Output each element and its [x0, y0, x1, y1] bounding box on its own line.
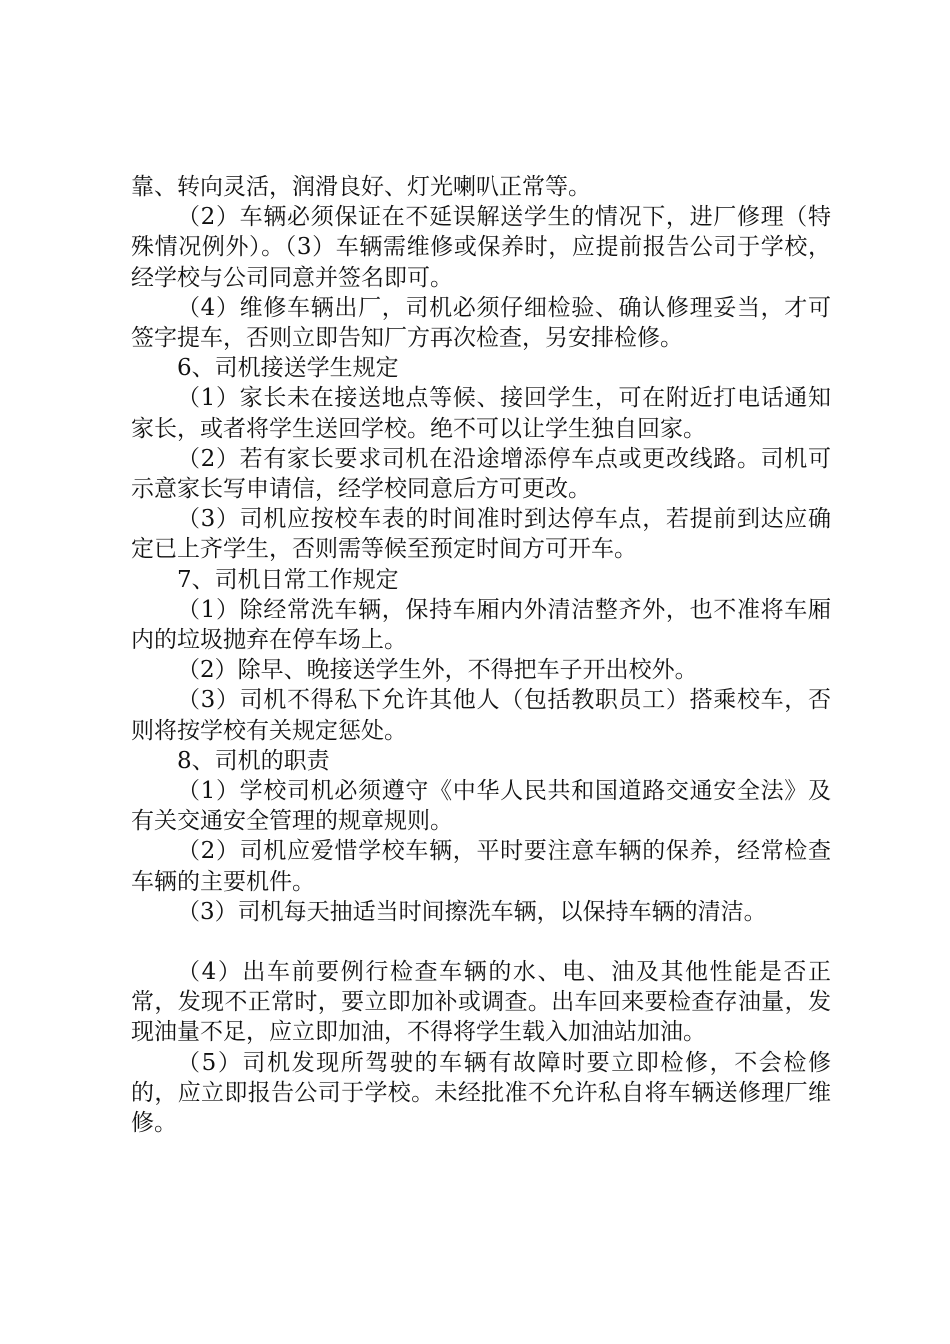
section-heading-6: 6、司机接送学生规定 [177, 355, 399, 382]
paragraph-15: （3）司机每天抽适当时间擦洗车辆，以保持车辆的清洁。 [177, 898, 767, 925]
paragraph-16: （4）出车前要例行检查车辆的水、电、油及其他性能是否正常，发现不正常时，要立即加补或调查。出车回来要检查存油量，发现油量不足，应立即加油，不得将学生载入加油站加油。 [131, 959, 831, 1046]
paragraph-6: （2）若有家长要求司机在沿途增添停车点或更改线路。司机可示意家长写申请信，经学校同意后方可更改。 [131, 445, 831, 503]
paragraph-10: （2）除早、晚接送学生外，不得把车子开出校外。 [177, 657, 698, 684]
paragraph-2: （2）车辆必须保证在不延误解送学生的情况下，进厂修理（特殊情况例外）。（3）车辆需维修或保养时，应提前报告公司于学校，经学校与公司同意并签名即可。 [131, 204, 831, 291]
paragraph-3: （4）维修车辆出厂，司机必须仔细检验、确认修理妥当，才可签字提车，否则立即告知厂方再次检查，另安排检修。 [131, 294, 831, 352]
section-heading-7: 7、司机日常工作规定 [177, 566, 399, 593]
paragraph-11: （3）司机不得私下允许其他人（包括教职员工）搭乘校车，否则将按学校有关规定惩处。 [131, 687, 831, 744]
paragraph-13: （1）学校司机必须遵守《中华人民共和国道路交通安全法》及有关交通安全管理的规章规则。 [131, 778, 831, 835]
paragraph-5: （1）家长未在接送地点等候、接回学生，可在附近打电话通知家长，或者将学生送回学校。绝不可以让学生独自回家。 [131, 385, 831, 442]
section-heading-8: 8、司机的职责 [177, 747, 330, 774]
paragraph-14: （2）司机应爱惜学校车辆，平时要注意车辆的保养，经常检查车辆的主要机件。 [131, 838, 831, 895]
paragraph-9: （1）除经常洗车辆，保持车厢内外清洁整齐外，也不准将车厢内的垃圾抛弃在停车场上。 [131, 596, 831, 654]
paragraph-1: 靠、转向灵活，润滑良好、灯光喇叭正常等。 [131, 174, 591, 200]
paragraph-gap [131, 927, 831, 957]
paragraph-17: （5）司机发现所驾驶的车辆有故障时要立即检修，不会检修的，应立即报告公司于学校。未经批准不允许私自将车辆送修理厂维修。 [131, 1049, 831, 1137]
document-body [131, 172, 831, 1138]
paragraph-7: （3）司机应按校车表的时间准时到达停车点，若提前到达应确定已上齐学生，否则需等候至预定时间方可开车。 [131, 506, 831, 563]
